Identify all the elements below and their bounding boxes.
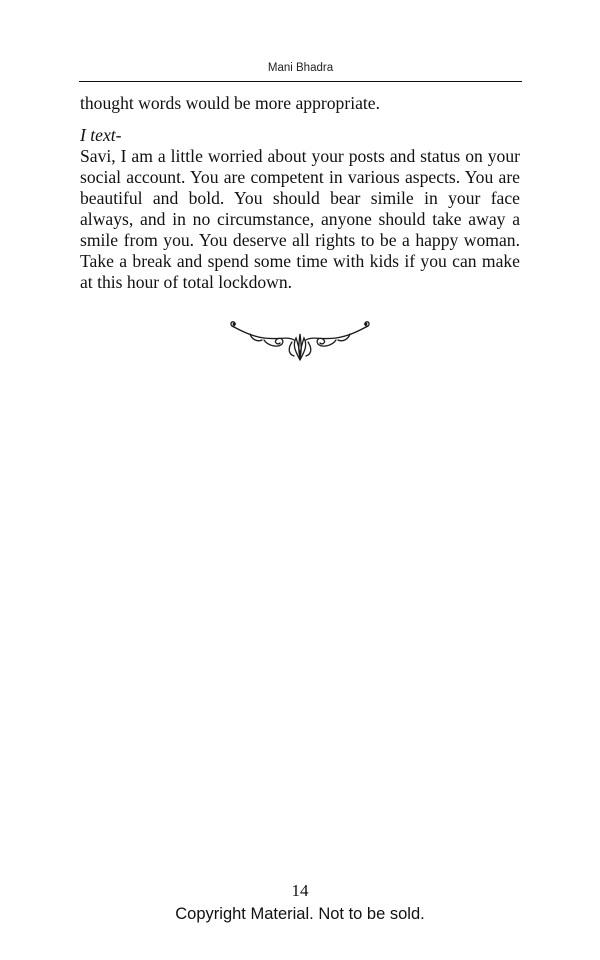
paragraph-message: Savi, I am a little worried about your posts and status on your social account. You are competent in various aspects. You are beautiful and bold. You should bear simile in your face always, and in no circumstance, anyone should take away a smile from you. You deserve all rights to be a happy woman. Take a break and spend some time with kids if you can make at this hour of total lockdown. [80,146,520,292]
text-label: I text- [80,125,122,145]
floral-divider-icon [226,318,374,364]
header-rule [79,81,522,82]
paragraph-intro: thought words would be more appropriate. [80,93,381,113]
page-number: 14 [291,881,309,900]
running-header: Mani Bhadra [267,62,334,74]
copyright-notice: Copyright Material. Not to be sold. [175,905,425,923]
